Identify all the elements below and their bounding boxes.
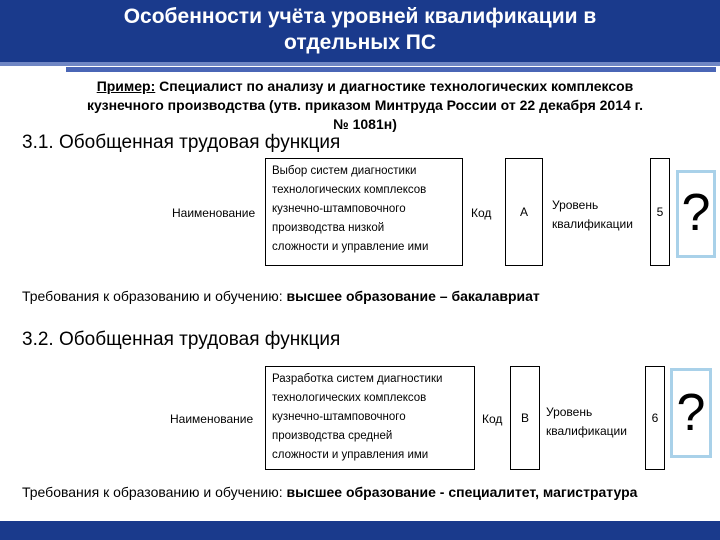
section-2-name-line: Разработка систем диагностики [272, 373, 443, 385]
section-1-level-value: 5 [656, 205, 664, 219]
section-1-name-line: производства низкой [272, 222, 385, 234]
slide-title [0, 4, 720, 56]
section-2-name-line: кузнечно-штамповочного [272, 411, 406, 423]
intro-text-1: Специалист по анализу и диагностике технологических комплексов [155, 78, 634, 94]
section-1-requirements [22, 288, 540, 304]
section-1-name-line: кузнечно-штамповочного [272, 203, 406, 215]
header-banner [0, 0, 720, 66]
section-1-title: 3.1. Обобщенная трудовая функция [22, 132, 341, 153]
intro-text-3: № 1081н) [333, 116, 397, 132]
footer-bar [0, 521, 720, 540]
section-2-name-line: сложности и управления ими [272, 449, 429, 461]
section-2-question-mark: ? [670, 368, 712, 458]
section-1-req-value: высшее образование – бакалавриат [286, 288, 540, 304]
intro-text-2: кузнечного производства (утв. приказом Минтруда России от 22 декабря 2014 г. [87, 97, 643, 113]
section-2-requirements [22, 484, 637, 500]
intro-prefix: Пример: [96, 78, 156, 94]
section-1-name-box [265, 158, 463, 266]
section-1-question-mark: ? [676, 170, 716, 258]
section-1-name-label: Наименование [172, 206, 256, 220]
section-1-code-label: Код [471, 206, 492, 220]
section-1-req-prefix: Требования к образованию и обучению: [22, 288, 287, 304]
intro-paragraph [20, 77, 710, 134]
section-1-code-value: А [519, 205, 528, 219]
section-1-level-label-line: Уровень [552, 198, 599, 212]
section-1-level-label-line: квалификации [552, 217, 633, 231]
section-1-level-label [552, 196, 633, 234]
section-2-level-label-line: квалификации [546, 424, 627, 438]
section-2-code-box [510, 366, 540, 470]
section-2-level-value: 6 [651, 411, 659, 425]
section-2-name-line: технологических комплексов [272, 392, 427, 404]
accent-divider [66, 67, 716, 72]
section-2-req-value: высшее образование - специалитет, магистратура [286, 484, 638, 500]
section-1-level-box [650, 158, 670, 266]
section-2-title: 3.2. Обобщенная трудовая функция [22, 329, 341, 350]
section-2-code-value: В [520, 411, 529, 425]
slide-title-line-1: Особенности учёта уровней квалификации в [123, 5, 597, 28]
section-2-level-label [546, 403, 627, 441]
section-1-code-box [505, 158, 543, 266]
section-1-name-line: технологических комплексов [272, 184, 427, 196]
section-2-name-box [265, 366, 475, 470]
slide-title-line-2: отдельных ПС [284, 31, 436, 54]
section-2-level-box [645, 366, 665, 470]
section-2-level-label-line: Уровень [546, 405, 593, 419]
section-2-name-line: производства средней [272, 430, 393, 442]
section-2-name-label: Наименование [170, 412, 254, 426]
section-2-req-prefix: Требования к образованию и обучению: [22, 484, 287, 500]
section-1-name-line: сложности и управление ими [272, 241, 429, 253]
section-1-name-line: Выбор систем диагностики [272, 165, 417, 177]
section-2-code-label: Код [482, 412, 503, 426]
